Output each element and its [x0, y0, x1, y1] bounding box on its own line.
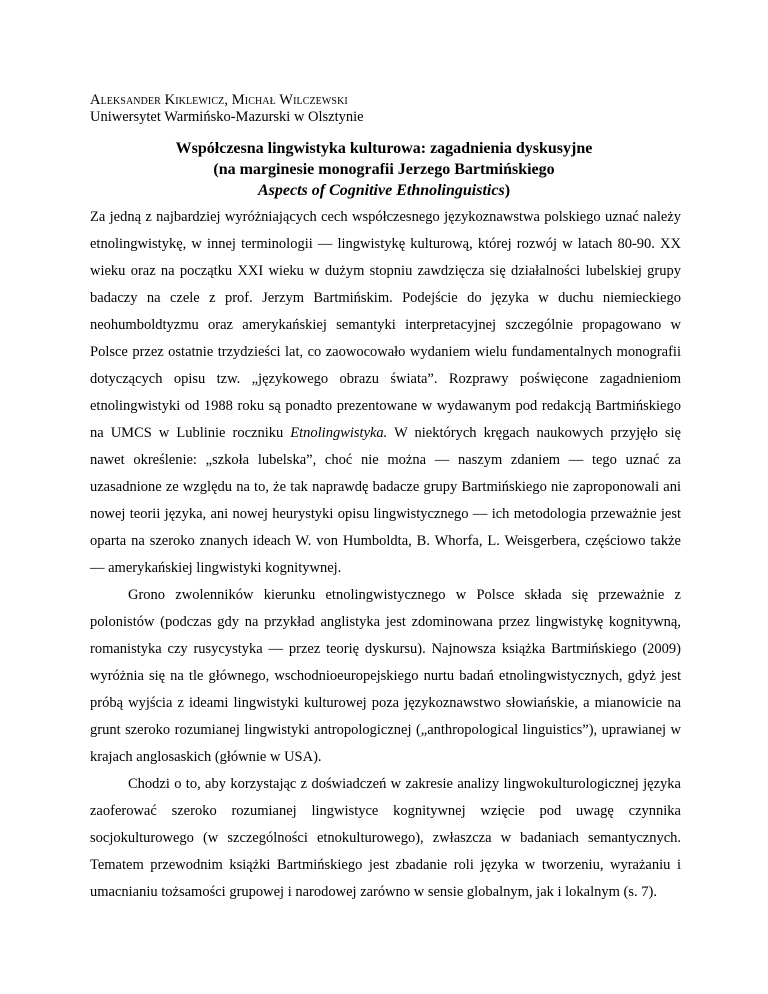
title-book-name: Aspects of Cognitive Ethnolinguistics: [257, 182, 505, 199]
authors-line: Aleksander Kiklewicz, Michał Wilczewski: [90, 92, 348, 108]
article-title: [0, 138, 768, 201]
journal-name: Etnolingwistyka.: [290, 425, 388, 441]
title-line-1: Współczesna lingwistyka kulturowa: zagadnienia dyskusyjne: [175, 140, 593, 157]
paragraph-1: [90, 204, 681, 582]
title-line-2: (na marginesie monografii Jerzego Bartmińskiego: [213, 161, 555, 178]
paragraph-1-text-b: W niektórych kręgach naukowych przyjęło się nawet określenie: „szkoła lubelska”, choć nie można — naszym zdaniem — tego uznać za uzasadnione ze względu na to, że tak naprawdę badacze grupy Bartmińskiego nie zaproponowali ani nowej teorii języka, ani nowej heurystyki opisu lingwistycznego — ich metodologia przeważnie jest oparta na szeroko znanych ideach W. von Humboldta, B. Whorfa, L. Weisgerbera, częściowo także — amerykańskiej lingwistyki kognitywnej.: [90, 425, 681, 576]
article-body: [90, 204, 681, 906]
affiliation-line: Uniwersytet Warmińsko-Mazurski w Olsztynie: [90, 109, 364, 125]
paragraph-2: Grono zwolenników kierunku etnolingwistycznego w Polsce składa się przeważnie z polonistów (podczas gdy na przykład anglistyka jest zdominowana przez lingwistykę kognitywną, romanistyka czy rusycystyka — przez teorię dyskursu). Najnowsza książka Bartmińskiego (2009) wyróżnia się na tle głównego, wschodnioeuropejskiego nurtu badań etnolingwistycznych, gdyż jest próbą wyjścia z ideami lingwistyki kulturowej poza językoznawstwo słowiańskie, a mianowicie na grunt szeroko rozumianej lingwistyki antropologicznej („anthropological linguistics”), uprawianej w krajach anglosaskich (głównie w USA).: [90, 587, 681, 765]
title-line-3: [0, 180, 768, 201]
paragraph-1-text-a: Za jedną z najbardziej wyróżniających cech współczesnego językoznawstwa polskiego uznać należy etnolingwistykę, w innej terminologii — lingwistykę kulturową, której rozwój w latach 80-90. XX wieku oraz na początku XXI wieku w dużym stopniu zawdzięcza się działalności lubelskiej grupy badaczy na czele z prof. Jerzym Bartmińskim. Podejście do języka w duchu niemieckiego neohumboldtyzmu oraz amerykańskiej semantyki interpretacyjnej szczególnie propagowano w Polsce przez ostatnie trzydzieści lat, co zaowocowało wydaniem wielu fundamentalnych monografii dotyczących opisu tzw. „językowego obrazu świata”. Rozprawy poświęcone zagadnieniom etnolingwistyki od 1988 roku są ponadto prezentowane w wydawanym pod redakcją Bartmińskiego na UMCS w Lublinie roczniku: [90, 209, 681, 441]
title-closing-paren: ): [504, 182, 511, 199]
paragraph-3: Chodzi o to, aby korzystając z doświadczeń w zakresie analizy lingwokulturologicznej języka zaoferować szeroko rozumianej lingwistyce kognitywnej wzięcie pod uwagę czynnika socjokulturowego (w szczególności etnokulturowego), zwłaszcza w badaniach semantycznych. Tematem przewodnim książki Bartmińskiego jest zbadanie roli języka w tworzeniu, wyrażaniu i umacnianiu tożsamości grupowej i narodowej zarówno w sensie globalnym, jak i lokalnym (s. 7).: [90, 776, 681, 900]
